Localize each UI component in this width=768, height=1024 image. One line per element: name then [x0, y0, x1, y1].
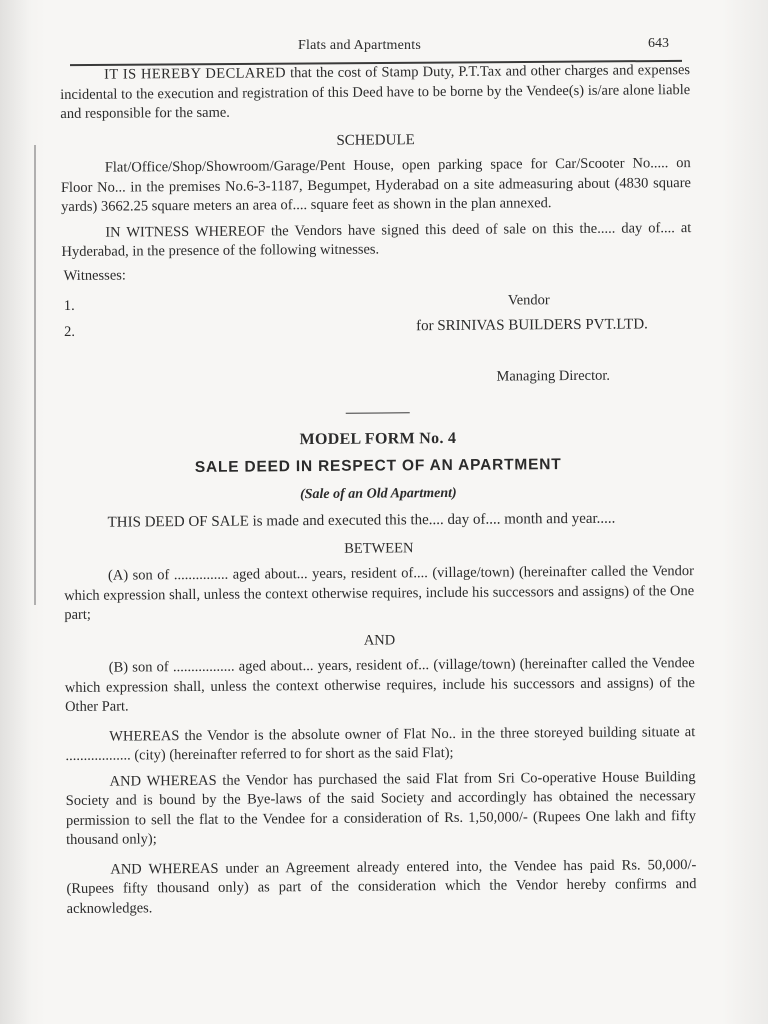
schedule-heading: SCHEDULE — [336, 131, 415, 149]
opening-paragraph: THIS DEED OF SALE is made and executed this the.... day of.... month and year..... — [107, 510, 616, 531]
page-number: 643 — [648, 36, 669, 51]
vendor-label: Vendor — [507, 291, 550, 308]
running-head: Flats and Apartments — [298, 38, 421, 53]
witnesses-label: Witnesses: — [63, 266, 126, 284]
margin-pen-mark — [34, 145, 36, 605]
signature-block — [62, 262, 693, 387]
company-name: for SRINIVAS BUILDERS PVT.LTD. — [415, 315, 648, 334]
section-separator — [346, 412, 410, 414]
between-heading: BETWEEN — [344, 539, 414, 557]
witness-1: 1. — [63, 297, 75, 314]
binding-shadow — [0, 0, 30, 1024]
party-b-paragraph: (B) son of ................. aged about... years, resident of... (village/town) (hereinafter called the Vendee which expression shall, unless the context otherwise requires, include his successors and assigns) of the Other Part. — [64, 655, 695, 715]
deed-title: SALE DEED IN RESPECT OF AN APARTMENT — [194, 456, 562, 476]
declaration-paragraph — [60, 61, 690, 124]
witness-clause: IN WITNESS WHEREOF the Vendors have signed this deed of sale on this the..... day of.... at Hyderabad, in the presence of the following witnesses. — [61, 219, 692, 260]
witness-2: 2. — [64, 323, 76, 340]
model-form-title: MODEL FORM No. 4 — [299, 429, 457, 448]
signatory-title: Managing Director. — [496, 367, 611, 385]
whereas-paragraph-2: AND WHEREAS the Vendor has purchased the said Flat from Sri Co-operative House Building Society and is bound by the Bye-laws of the said Society and accordingly has obtained the necessary permission to sell the flat to the Vendee for a consideration of Rs. 1,50,000/- (Rupees One lakh and fifty thousand only); — [65, 768, 696, 848]
party-a-paragraph: (A) son of ............... aged about... years, resident of.... (village/town) (hereinafter called the Vendor which expression shall, unless the context otherwise requires, include his successors and assigns) of the One part; — [64, 563, 695, 623]
whereas-paragraph-1: WHEREAS the Vendor is the absolute owner of Flat No.. in the three storeyed building situate at .................. (city) (hereinafter referred to for short as the said Flat); — [65, 723, 696, 764]
and-heading: AND — [363, 631, 396, 649]
declaration-lead: IT IS HEREBY DECLARED — [104, 65, 287, 83]
deed-subtitle: (Sale of an Old Apartment) — [299, 485, 457, 502]
schedule-paragraph: Flat/Office/Shop/Showroom/Garage/Pent House, open parking space for Car/Scooter No..... on Floor No... in the premises No.6-3-1187, Begumpet, Hyderabad on a site admeasuring about (4830 square yards) 3662.25 square meters an area of.... square feet as shown in the plan annexed. — [60, 155, 691, 215]
page-header — [0, 36, 768, 56]
declaration-text: that the cost of Stamp Duty, P.T.Tax and other charges and expenses incidental to the execution and registration of this Deed have to be borne by the Vendee(s) is/are alone liable and responsible for the same. — [60, 62, 691, 122]
whereas-paragraph-3: AND WHEREAS under an Agreement already entered into, the Vendee has paid Rs. 50,000/- (Rupees fifty thousand only) as part of the consideration which the Vendor hereby confirms and acknowledges. — [66, 856, 697, 917]
page-content — [60, 61, 697, 919]
